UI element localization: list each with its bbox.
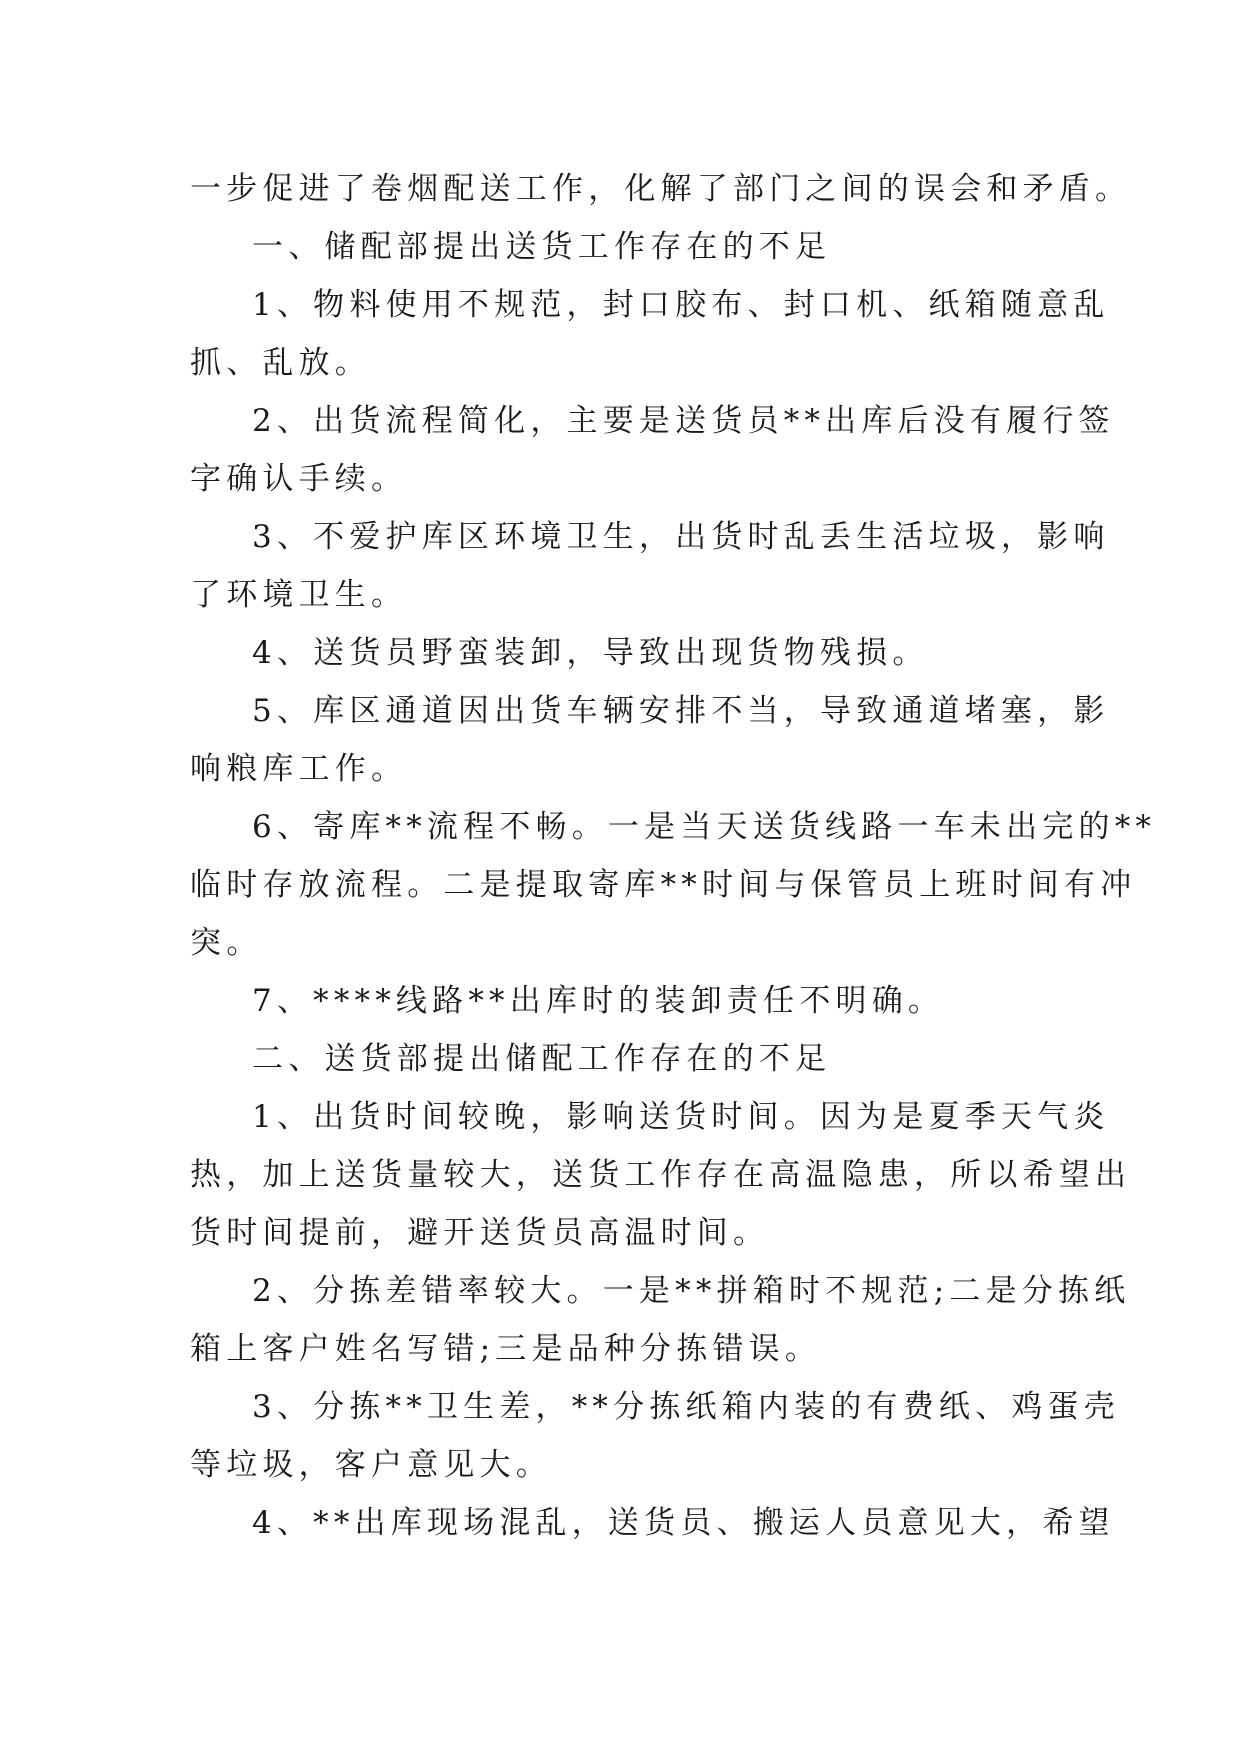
section-heading: 二、送货部提出储配工作存在的不足 — [252, 1041, 832, 1077]
text-line: 3、不爱护库区环境卫生，出货时乱丢生活垃圾，影响 — [252, 519, 1110, 555]
text-line: 4、**出库现场混乱，送货员、搬运人员意见大，希望 — [252, 1505, 1115, 1541]
text-line: 突。 — [190, 925, 263, 961]
text-line: 2、分拣差错率较大。一是**拼箱时不规范;二是分拣纸 — [252, 1273, 1131, 1309]
text-line: 等垃圾，客户意见大。 — [190, 1447, 552, 1483]
text-line: 货时间提前，避开送货员高温时间。 — [190, 1215, 770, 1251]
text-line: 6、寄库**流程不畅。一是当天送货线路一车未出完的** — [252, 809, 1157, 845]
text-line: 5、库区通道因出货车辆安排不当，导致通道堵塞，影 — [252, 693, 1110, 729]
text-line: 1、物料使用不规范，封口胶布、封口机、纸箱随意乱 — [252, 287, 1110, 323]
text-line: 热，加上送货量较大，送货工作存在高温隐患，所以希望出 — [190, 1157, 1132, 1193]
section-heading: 一、储配部提出送货工作存在的不足 — [252, 229, 832, 265]
document-body — [190, 160, 1157, 1552]
text-line: 3、分拣**卫生差，**分拣纸箱内装的有费纸、鸡蛋壳 — [252, 1389, 1120, 1425]
text-line: 7、****线路**出库时的装卸责任不明确。 — [252, 983, 945, 1019]
text-line: 一步促进了卷烟配送工作，化解了部门之间的误会和矛盾。 — [190, 171, 1132, 207]
text-line: 字确认手续。 — [190, 461, 408, 497]
text-line: 4、送货员野蛮装卸，导致出现货物残损。 — [252, 635, 929, 671]
text-line: 了环境卫生。 — [190, 577, 408, 613]
text-line: 箱上客户姓名写错;三是品种分拣错误。 — [190, 1331, 822, 1367]
text-line: 抓、乱放。 — [190, 345, 371, 381]
text-line: 1、出货时间较晚，影响送货时间。因为是夏季天气炎 — [252, 1099, 1110, 1135]
text-line: 响粮库工作。 — [190, 751, 408, 787]
text-line: 临时存放流程。二是提取寄库**时间与保管员上班时间有冲 — [190, 867, 1137, 903]
text-line: 2、出货流程简化，主要是送货员**出库后没有履行签 — [252, 403, 1115, 439]
